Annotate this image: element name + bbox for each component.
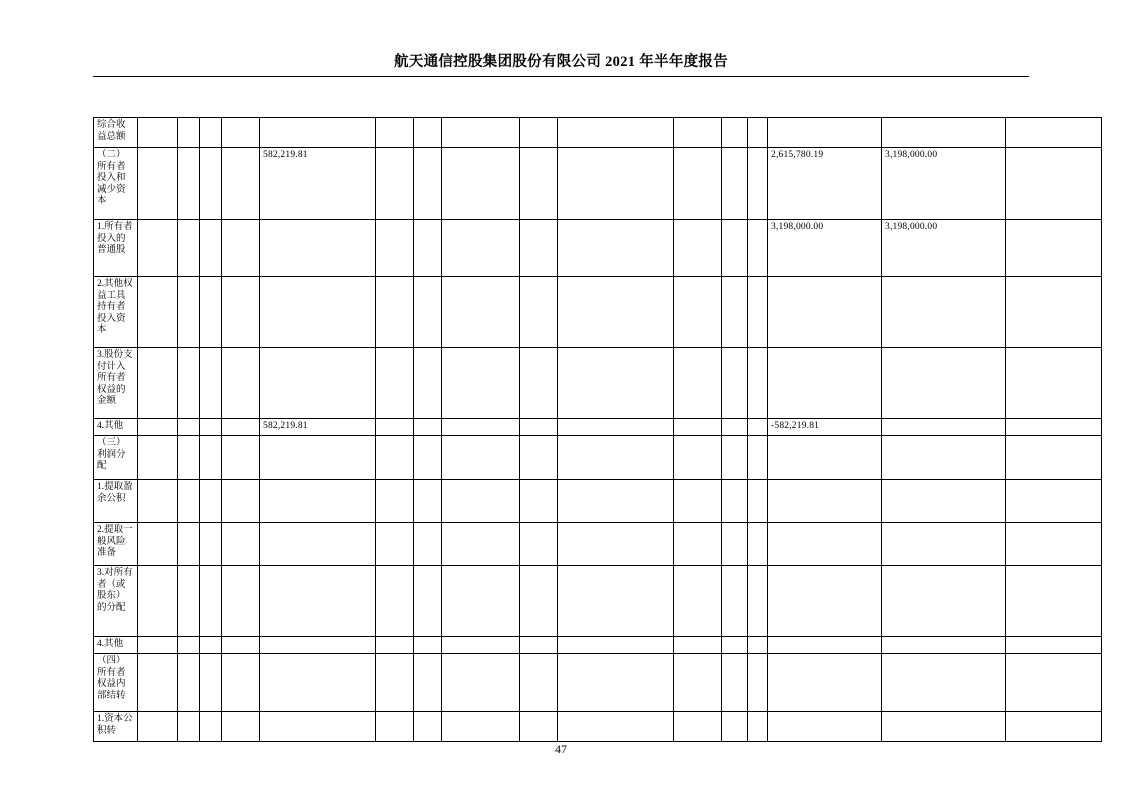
table-cell-empty — [1006, 712, 1102, 742]
table-cell-empty — [558, 419, 674, 436]
table-row — [94, 637, 1102, 654]
row-label: 1.所有者投入的普通股 — [94, 220, 138, 277]
table-row — [94, 566, 1102, 637]
table-cell-empty — [882, 523, 1006, 566]
table-cell-empty — [674, 220, 722, 277]
table-cell-empty — [1006, 480, 1102, 523]
table-cell-empty — [200, 220, 222, 277]
table-cell-empty — [768, 348, 882, 419]
table-cell-empty — [260, 523, 376, 566]
table-cell-empty — [768, 277, 882, 348]
table-row — [94, 148, 1102, 220]
table-cell-empty — [414, 220, 442, 277]
table-cell-empty — [442, 480, 520, 523]
table-cell-empty — [414, 148, 442, 220]
table-cell-empty — [442, 118, 520, 148]
table-cell-empty — [260, 348, 376, 419]
table-cell-empty — [200, 148, 222, 220]
table-cell-empty — [882, 480, 1006, 523]
row-label: 1.提取盈余公积 — [94, 480, 138, 523]
table-cell-empty — [768, 566, 882, 637]
table-cell-empty — [768, 436, 882, 480]
table-cell-value: 582,219.81 — [260, 419, 376, 436]
table-cell-empty — [200, 637, 222, 654]
row-label: 3.对所有者（或股东）的分配 — [94, 566, 138, 637]
table-cell-empty — [1006, 566, 1102, 637]
table-cell-empty — [442, 523, 520, 566]
table-cell-empty — [722, 654, 748, 712]
table-cell-empty — [414, 637, 442, 654]
table-cell-empty — [520, 712, 558, 742]
table-cell-empty — [1006, 118, 1102, 148]
table-cell-empty — [882, 637, 1006, 654]
table-row — [94, 654, 1102, 712]
table-cell-empty — [674, 348, 722, 419]
table-cell-empty — [414, 480, 442, 523]
owners-equity-change-table — [93, 117, 1102, 742]
table-cell-empty — [1006, 523, 1102, 566]
table-cell-empty — [376, 348, 414, 419]
table-cell-empty — [722, 523, 748, 566]
table-cell-empty — [748, 480, 768, 523]
table-cell-empty — [558, 523, 674, 566]
table-cell-empty — [882, 118, 1006, 148]
table-cell-empty — [520, 419, 558, 436]
table-cell-empty — [178, 654, 200, 712]
table-cell-empty — [722, 118, 748, 148]
table-cell-empty — [260, 712, 376, 742]
table-cell-empty — [442, 277, 520, 348]
table-cell-empty — [674, 566, 722, 637]
table-cell-empty — [674, 277, 722, 348]
table-cell-value: -582,219.81 — [768, 419, 882, 436]
table-cell-empty — [200, 654, 222, 712]
table-cell-empty — [722, 220, 748, 277]
table-cell-empty — [222, 523, 260, 566]
table-cell-empty — [376, 654, 414, 712]
row-label: （二）所有者投入和减少资本 — [94, 148, 138, 220]
table-cell-value: 3,198,000.00 — [768, 220, 882, 277]
table-cell-value: 2,615,780.19 — [768, 148, 882, 220]
table-cell-empty — [558, 654, 674, 712]
table-cell-empty — [674, 637, 722, 654]
table-cell-empty — [376, 523, 414, 566]
financial-table-container — [93, 117, 1029, 742]
table-cell-empty — [376, 148, 414, 220]
table-cell-empty — [178, 148, 200, 220]
table-cell-empty — [414, 277, 442, 348]
table-cell-empty — [200, 712, 222, 742]
table-row — [94, 348, 1102, 419]
table-cell-empty — [520, 654, 558, 712]
row-label: 1.资本公积转 — [94, 712, 138, 742]
table-cell-empty — [1006, 220, 1102, 277]
table-cell-empty — [222, 348, 260, 419]
table-row — [94, 220, 1102, 277]
table-cell-empty — [138, 566, 178, 637]
row-label: （四）所有者权益内部结转 — [94, 654, 138, 712]
table-cell-empty — [768, 480, 882, 523]
table-row — [94, 118, 1102, 148]
table-cell-empty — [748, 419, 768, 436]
table-cell-empty — [882, 419, 1006, 436]
table-cell-empty — [558, 436, 674, 480]
table-cell-empty — [882, 436, 1006, 480]
table-cell-empty — [520, 436, 558, 480]
row-label: （三）利润分配 — [94, 436, 138, 480]
table-cell-empty — [222, 637, 260, 654]
table-cell-empty — [722, 637, 748, 654]
table-cell-empty — [200, 566, 222, 637]
table-cell-empty — [138, 419, 178, 436]
table-cell-empty — [200, 277, 222, 348]
table-row — [94, 419, 1102, 436]
table-cell-empty — [558, 566, 674, 637]
table-cell-empty — [222, 712, 260, 742]
table-cell-empty — [138, 654, 178, 712]
table-cell-empty — [558, 348, 674, 419]
table-cell-empty — [178, 220, 200, 277]
table-cell-empty — [558, 220, 674, 277]
table-cell-empty — [674, 436, 722, 480]
table-cell-empty — [722, 148, 748, 220]
table-cell-empty — [768, 637, 882, 654]
table-cell-empty — [376, 637, 414, 654]
table-cell-empty — [558, 118, 674, 148]
table-cell-empty — [376, 419, 414, 436]
page-number: 47 — [555, 742, 567, 756]
table-cell-empty — [376, 277, 414, 348]
table-cell-empty — [882, 277, 1006, 348]
table-cell-empty — [520, 148, 558, 220]
table-cell-empty — [722, 480, 748, 523]
table-cell-empty — [558, 148, 674, 220]
table-cell-empty — [260, 277, 376, 348]
table-cell-empty — [748, 637, 768, 654]
table-cell-empty — [178, 277, 200, 348]
table-cell-empty — [442, 436, 520, 480]
table-cell-empty — [674, 712, 722, 742]
table-cell-empty — [178, 436, 200, 480]
table-cell-empty — [222, 220, 260, 277]
table-cell-empty — [768, 523, 882, 566]
table-cell-empty — [1006, 348, 1102, 419]
table-cell-empty — [882, 566, 1006, 637]
row-label: 3.股份支付计入所有者权益的金额 — [94, 348, 138, 419]
table-cell-empty — [260, 654, 376, 712]
table-cell-empty — [260, 118, 376, 148]
table-cell-empty — [748, 348, 768, 419]
table-row — [94, 277, 1102, 348]
table-cell-empty — [200, 523, 222, 566]
table-cell-empty — [520, 637, 558, 654]
table-cell-value: 582,219.81 — [260, 148, 376, 220]
table-cell-value: 3,198,000.00 — [882, 148, 1006, 220]
table-cell-empty — [442, 220, 520, 277]
table-cell-empty — [200, 436, 222, 480]
table-cell-empty — [222, 480, 260, 523]
table-cell-empty — [178, 118, 200, 148]
table-cell-empty — [442, 419, 520, 436]
table-cell-empty — [178, 523, 200, 566]
table-cell-empty — [442, 348, 520, 419]
table-cell-empty — [558, 712, 674, 742]
row-label: 2.提取一般风险准备 — [94, 523, 138, 566]
row-label: 4.其他 — [94, 419, 138, 436]
table-cell-empty — [520, 277, 558, 348]
table-row — [94, 436, 1102, 480]
table-cell-empty — [882, 348, 1006, 419]
table-cell-empty — [1006, 637, 1102, 654]
table-cell-empty — [178, 348, 200, 419]
row-label: 4.其他 — [94, 637, 138, 654]
table-cell-empty — [520, 220, 558, 277]
table-cell-empty — [748, 277, 768, 348]
table-cell-empty — [722, 566, 748, 637]
table-cell-empty — [748, 566, 768, 637]
table-cell-empty — [722, 712, 748, 742]
table-cell-empty — [414, 118, 442, 148]
table-cell-empty — [1006, 436, 1102, 480]
table-cell-empty — [414, 654, 442, 712]
table-cell-empty — [748, 118, 768, 148]
table-cell-empty — [414, 419, 442, 436]
table-cell-empty — [674, 480, 722, 523]
table-cell-empty — [414, 712, 442, 742]
page-header: 航天通信控股集团股份有限公司 2021 年半年度报告 — [393, 54, 729, 70]
table-cell-empty — [260, 637, 376, 654]
table-cell-empty — [260, 220, 376, 277]
table-cell-empty — [1006, 654, 1102, 712]
table-cell-empty — [138, 436, 178, 480]
table-cell-empty — [520, 348, 558, 419]
table-cell-empty — [200, 348, 222, 419]
table-cell-empty — [260, 480, 376, 523]
table-cell-empty — [882, 712, 1006, 742]
table-cell-empty — [442, 566, 520, 637]
table-cell-empty — [376, 436, 414, 480]
table-cell-empty — [222, 436, 260, 480]
table-cell-empty — [178, 566, 200, 637]
table-cell-empty — [138, 523, 178, 566]
table-cell-empty — [768, 654, 882, 712]
table-cell-empty — [414, 566, 442, 637]
table-cell-empty — [222, 277, 260, 348]
table-cell-empty — [178, 480, 200, 523]
table-cell-empty — [558, 277, 674, 348]
table-cell-empty — [138, 348, 178, 419]
table-row — [94, 480, 1102, 523]
table-row — [94, 712, 1102, 742]
table-cell-empty — [138, 220, 178, 277]
table-cell-empty — [260, 436, 376, 480]
table-cell-empty — [414, 348, 442, 419]
table-cell-empty — [376, 118, 414, 148]
table-cell-empty — [138, 712, 178, 742]
table-cell-empty — [260, 566, 376, 637]
table-cell-empty — [722, 419, 748, 436]
table-cell-empty — [222, 118, 260, 148]
table-cell-empty — [138, 480, 178, 523]
table-cell-empty — [674, 148, 722, 220]
row-label: 综合收益总额 — [94, 118, 138, 148]
table-cell-empty — [674, 523, 722, 566]
table-row — [94, 523, 1102, 566]
table-cell-empty — [768, 712, 882, 742]
table-cell-value: 3,198,000.00 — [882, 220, 1006, 277]
table-cell-empty — [138, 277, 178, 348]
table-cell-empty — [376, 480, 414, 523]
table-cell-empty — [748, 220, 768, 277]
table-cell-empty — [520, 118, 558, 148]
table-cell-empty — [748, 436, 768, 480]
table-cell-empty — [138, 148, 178, 220]
table-cell-empty — [722, 436, 748, 480]
table-cell-empty — [178, 419, 200, 436]
table-cell-empty — [178, 712, 200, 742]
table-cell-empty — [882, 654, 1006, 712]
table-cell-empty — [558, 637, 674, 654]
table-cell-empty — [722, 277, 748, 348]
table-cell-empty — [442, 148, 520, 220]
table-cell-empty — [748, 712, 768, 742]
table-cell-empty — [200, 419, 222, 436]
table-cell-empty — [722, 348, 748, 419]
table-cell-empty — [674, 118, 722, 148]
table-cell-empty — [558, 480, 674, 523]
table-cell-empty — [748, 523, 768, 566]
table-cell-empty — [748, 148, 768, 220]
table-cell-empty — [138, 637, 178, 654]
table-cell-empty — [414, 523, 442, 566]
table-cell-empty — [768, 118, 882, 148]
table-cell-empty — [748, 654, 768, 712]
table-cell-empty — [442, 654, 520, 712]
table-cell-empty — [200, 118, 222, 148]
header-divider — [93, 76, 1029, 77]
table-cell-empty — [178, 637, 200, 654]
table-cell-empty — [442, 637, 520, 654]
table-cell-empty — [376, 566, 414, 637]
row-label: 2.其他权益工具持有者投入资本 — [94, 277, 138, 348]
table-cell-empty — [138, 118, 178, 148]
table-cell-empty — [222, 419, 260, 436]
table-cell-empty — [376, 220, 414, 277]
table-cell-empty — [1006, 148, 1102, 220]
table-cell-empty — [1006, 277, 1102, 348]
table-cell-empty — [520, 480, 558, 523]
table-cell-empty — [674, 654, 722, 712]
table-cell-empty — [222, 148, 260, 220]
table-cell-empty — [442, 712, 520, 742]
table-cell-empty — [520, 523, 558, 566]
table-cell-empty — [200, 480, 222, 523]
table-cell-empty — [674, 419, 722, 436]
table-cell-empty — [222, 566, 260, 637]
table-cell-empty — [414, 436, 442, 480]
table-cell-empty — [1006, 419, 1102, 436]
table-cell-empty — [376, 712, 414, 742]
table-cell-empty — [222, 654, 260, 712]
table-cell-empty — [520, 566, 558, 637]
